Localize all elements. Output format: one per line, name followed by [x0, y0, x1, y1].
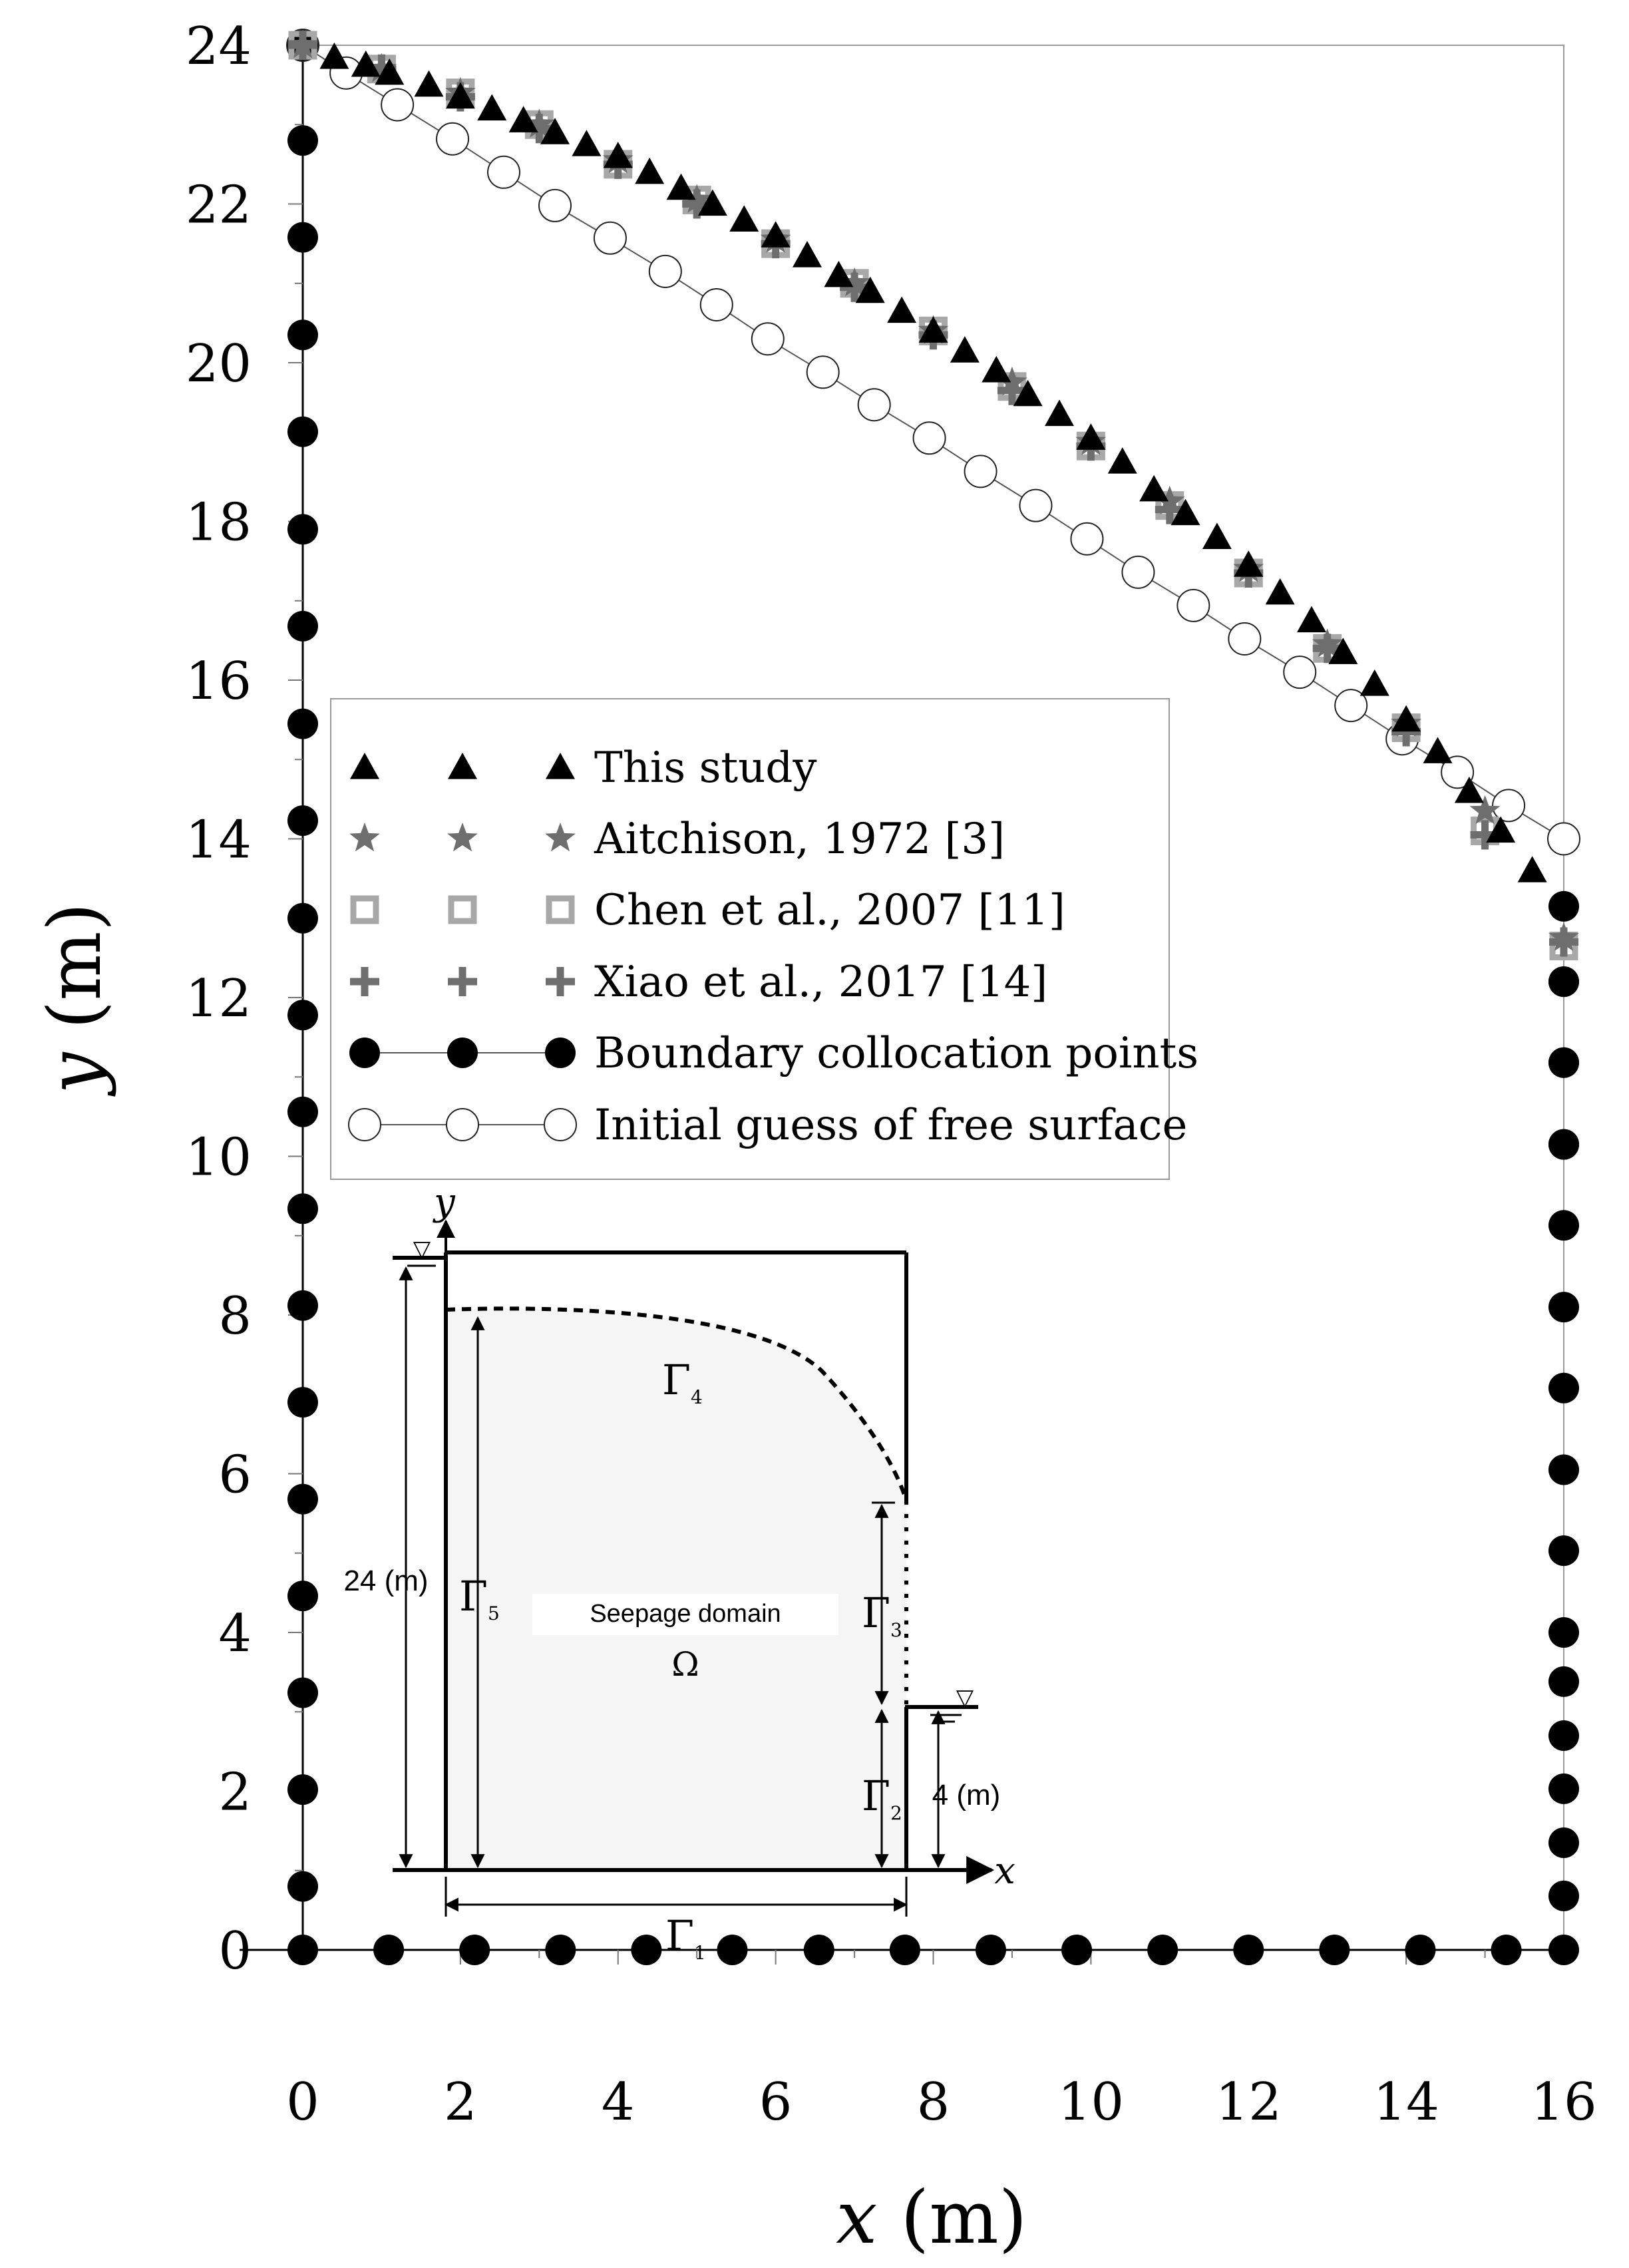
data-point	[437, 123, 468, 155]
data-point	[287, 709, 318, 739]
data-point	[1423, 737, 1453, 763]
data-point	[287, 903, 318, 934]
data-point	[1233, 1935, 1264, 1965]
y-tick-label: 18	[185, 492, 252, 553]
data-point	[1139, 475, 1169, 502]
data-point	[1405, 1935, 1435, 1965]
data-point	[287, 1193, 318, 1224]
y-tick-label: 10	[185, 1127, 252, 1188]
gamma5-label: $\Gamma_5$	[459, 1572, 500, 1624]
data-point	[1548, 1881, 1579, 1911]
data-point	[287, 514, 318, 544]
data-point	[804, 1935, 834, 1965]
y-tick-label: 6	[218, 1445, 252, 1505]
data-point	[287, 1097, 318, 1127]
legend-marker	[545, 1038, 576, 1068]
data-point	[287, 125, 318, 156]
data-point	[1548, 1935, 1579, 1965]
data-point	[1228, 623, 1260, 655]
x-tick-label: 14	[1373, 2072, 1439, 2132]
data-point	[950, 336, 980, 363]
data-point	[287, 1871, 318, 1902]
data-point	[287, 319, 318, 350]
data-point	[1019, 490, 1051, 522]
data-point	[287, 1774, 318, 1805]
y-tick-label: 4	[218, 1604, 252, 1664]
y-tick-label: 22	[185, 175, 252, 236]
data-point	[572, 130, 601, 156]
data-point	[459, 1935, 490, 1965]
data-point	[1518, 856, 1547, 882]
tailwater-symbol: ▽	[956, 1685, 974, 1710]
data-point	[287, 222, 318, 253]
data-point	[1177, 590, 1209, 622]
data-point	[976, 1935, 1006, 1965]
y-tick-label: 2	[218, 1762, 252, 1823]
data-point	[1548, 1129, 1579, 1160]
legend-marker	[544, 1109, 576, 1141]
data-point	[488, 156, 520, 188]
data-point	[287, 1387, 318, 1418]
headwater-symbol: ▽	[413, 1236, 431, 1262]
y-tick-label: 0	[218, 1921, 252, 1981]
data-point	[1548, 1373, 1579, 1404]
inset-x-label: x	[994, 1849, 1015, 1893]
data-point	[287, 611, 318, 642]
data-point	[1045, 400, 1074, 427]
y-tick-label: 8	[218, 1286, 252, 1346]
inset-y-label: y	[434, 1181, 455, 1224]
data-point	[965, 455, 997, 487]
data-point	[287, 1678, 318, 1708]
data-point	[1147, 1935, 1178, 1965]
legend-label: Boundary collocation points	[594, 1029, 1199, 1078]
data-point	[1491, 1935, 1522, 1965]
gamma2-label: $\Gamma_2$	[862, 1772, 902, 1824]
legend-label: Xiao et al., 2017 [14]	[594, 958, 1048, 1007]
x-tick-label: 6	[759, 2072, 793, 2132]
data-point	[594, 222, 626, 254]
legend-marker	[447, 1109, 478, 1141]
omega-label: Ω	[671, 1645, 699, 1684]
data-point	[1297, 606, 1326, 633]
data-point	[1319, 1935, 1350, 1965]
y-tick-label: 20	[185, 334, 252, 394]
data-point	[1548, 823, 1580, 855]
y-tick-label: 24	[185, 17, 252, 77]
y-tick-label: 12	[185, 969, 252, 1029]
data-point	[373, 1935, 404, 1965]
data-point	[982, 356, 1011, 383]
data-point	[1548, 1210, 1579, 1240]
y-tick-label: 16	[185, 652, 252, 711]
gamma4-label: $\Gamma_4$	[662, 1356, 703, 1408]
data-point	[287, 417, 318, 447]
legend-label: Aitchison, 1972 [3]	[594, 815, 1005, 864]
x-tick-label: 0	[286, 2072, 319, 2132]
data-point	[287, 1000, 318, 1030]
data-point	[287, 1581, 318, 1611]
legend-marker	[349, 1109, 381, 1141]
data-point	[1548, 1535, 1579, 1566]
x-tick-label: 10	[1057, 2072, 1125, 2132]
legend-label: Initial guess of free surface	[594, 1101, 1188, 1150]
data-point	[1122, 556, 1154, 588]
data-point	[914, 422, 946, 454]
x-tick-label: 2	[444, 2072, 477, 2132]
data-point	[1548, 1827, 1579, 1858]
gamma1-label: $\Gamma_1$	[665, 1911, 706, 1964]
y-tick-label: 14	[185, 810, 252, 870]
data-point	[701, 289, 733, 321]
data-point	[319, 43, 349, 69]
data-point	[890, 1935, 920, 1965]
data-point	[631, 1935, 661, 1965]
data-point	[1548, 966, 1579, 997]
data-point	[887, 296, 916, 323]
seepage-domain-label: Seepage domain	[590, 1600, 781, 1628]
data-point	[1061, 1935, 1092, 1965]
data-point	[1548, 891, 1579, 922]
x-tick-label: 8	[916, 2072, 950, 2132]
y-axis-title: y (m)	[32, 902, 117, 1094]
data-point	[287, 1935, 318, 1965]
data-point	[1548, 1666, 1579, 1697]
data-point	[1360, 669, 1389, 696]
data-point	[1284, 656, 1316, 688]
data-point	[287, 1290, 318, 1321]
data-point	[858, 389, 890, 421]
data-point	[1266, 578, 1295, 605]
data-point	[729, 205, 759, 232]
data-point	[807, 356, 839, 388]
data-point	[635, 158, 664, 184]
data-point	[1548, 1774, 1579, 1804]
legend-label: This study	[594, 743, 817, 793]
legend-marker	[447, 1038, 478, 1068]
x-tick-label: 12	[1215, 2072, 1282, 2132]
data-point	[1548, 1720, 1579, 1751]
inset-height-left: 24 (m)	[343, 1565, 429, 1597]
data-point	[1548, 1455, 1579, 1485]
data-point	[539, 190, 571, 222]
data-point	[477, 94, 506, 120]
data-point	[1548, 1047, 1579, 1078]
data-point	[415, 71, 444, 97]
data-point	[717, 1935, 747, 1965]
data-point	[1108, 447, 1137, 474]
x-axis-title: x (m)	[836, 2175, 1027, 2260]
data-point	[1071, 523, 1103, 555]
legend-label: Chen et al., 2007 [11]	[594, 886, 1065, 935]
data-point	[1202, 522, 1232, 549]
x-tick-label: 16	[1531, 2072, 1597, 2132]
data-point	[545, 1935, 576, 1965]
data-point	[649, 256, 681, 287]
data-point	[1548, 1617, 1579, 1648]
data-point	[381, 89, 413, 120]
data-point	[287, 805, 318, 836]
data-point	[287, 1484, 318, 1515]
data-point	[793, 241, 822, 268]
data-point	[1548, 1292, 1579, 1322]
data-point	[752, 323, 784, 355]
gamma3-label: $\Gamma_3$	[862, 1589, 902, 1641]
data-point	[509, 106, 538, 132]
inset-height-right: 4 (m)	[932, 1779, 1001, 1811]
x-tick-label: 4	[601, 2072, 635, 2132]
legend-marker	[349, 1038, 380, 1068]
